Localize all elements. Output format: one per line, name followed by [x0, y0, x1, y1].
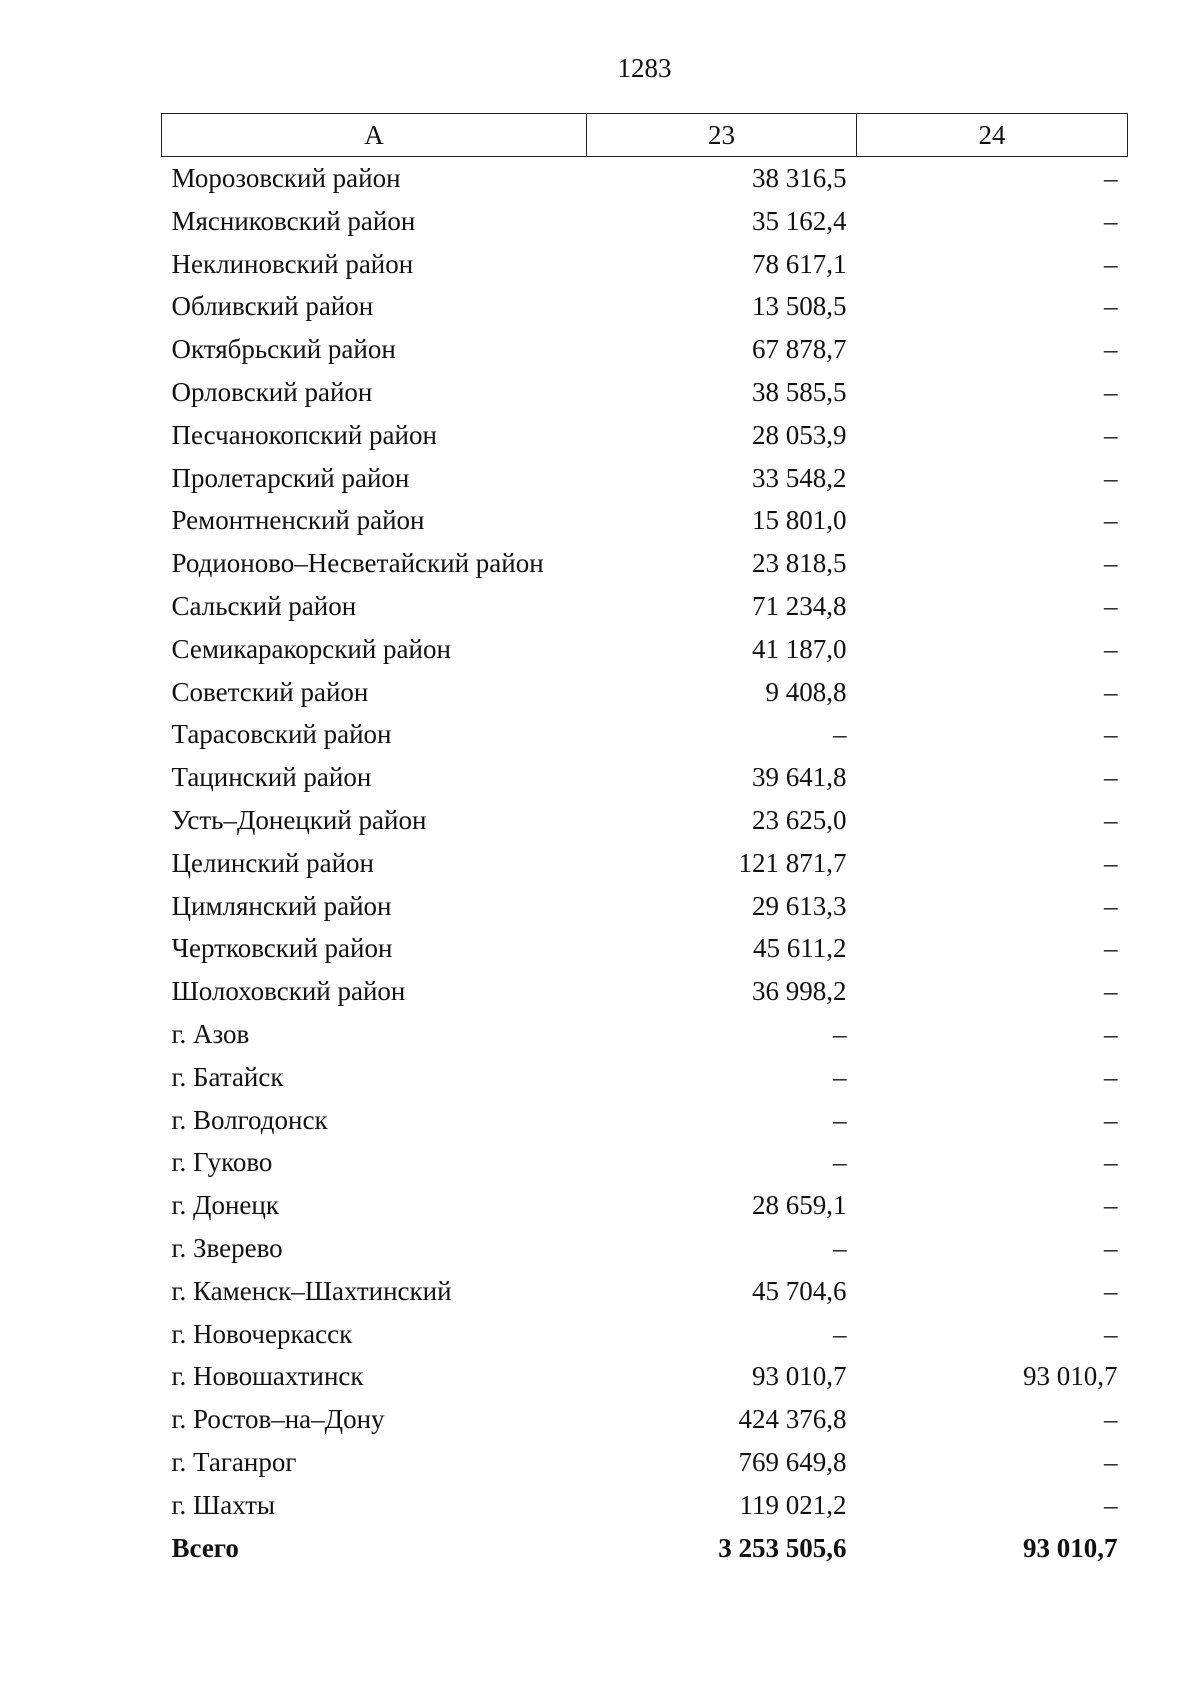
value-23-cell: 29 613,3 [752, 890, 847, 921]
value-23-cell: – [833, 1318, 847, 1349]
table-row [162, 1313, 1128, 1356]
region-name-cell: г. Ростов–на–Дону [171, 1404, 385, 1435]
value-23-cell: 121 871,7 [738, 847, 847, 878]
region-name-cell: Тарасовский район [171, 719, 392, 750]
value-23-cell: 13 508,5 [752, 291, 847, 322]
value-23-cell: 93 010,7 [752, 1361, 847, 1392]
table-row [162, 457, 1128, 500]
region-name-cell: г. Азов [171, 1018, 250, 1049]
table-row [162, 1013, 1128, 1056]
value-24-cell: – [1104, 1318, 1118, 1349]
value-23-cell: – [833, 1232, 847, 1263]
region-name-cell: г. Волгодонск [171, 1104, 328, 1135]
region-name-cell: Неклиновский район [171, 248, 414, 279]
region-name-cell: г. Новошахтинск [171, 1361, 364, 1392]
value-24-cell: – [1104, 248, 1118, 279]
table-row [162, 542, 1128, 585]
region-name-cell: г. Гуково [171, 1147, 273, 1178]
value-24-cell: – [1104, 1190, 1118, 1221]
table-row [162, 285, 1128, 328]
region-name-cell: Морозовский район [171, 163, 401, 193]
value-23-cell: 119 021,2 [739, 1489, 847, 1520]
value-24-cell: – [1104, 548, 1118, 579]
region-name-cell: г. Зверево [171, 1232, 283, 1263]
region-name-cell: Целинский район [171, 847, 374, 878]
value-23-cell: 78 617,1 [752, 248, 847, 279]
value-23-cell: 15 801,0 [752, 505, 847, 536]
table-row [162, 200, 1128, 243]
value-24-cell: 93 010,7 [1023, 1361, 1118, 1392]
table-row [162, 1227, 1128, 1270]
value-24-cell: – [1104, 933, 1118, 964]
value-24-cell: – [1104, 1061, 1118, 1092]
region-name-cell: г. Шахты [171, 1489, 276, 1520]
table-row [162, 157, 1128, 200]
region-name-cell: Орловский район [171, 376, 373, 407]
value-23-cell: 33 548,2 [752, 462, 847, 493]
value-24-cell: – [1104, 505, 1118, 536]
value-24-cell: – [1104, 847, 1118, 878]
region-name-cell: г. Каменск–Шахтинский [171, 1275, 452, 1306]
region-name-cell: Цимлянский район [171, 890, 392, 921]
table-row [162, 671, 1128, 714]
header-cell-23: 23 [587, 114, 857, 157]
region-name-cell: Семикаракорский район [171, 633, 451, 664]
value-23-cell: 9 408,8 [765, 676, 847, 707]
table-row [162, 371, 1128, 414]
region-name-cell: Песчанокопский район [171, 419, 437, 450]
data-table [161, 113, 1128, 1569]
value-23-cell: 45 611,2 [753, 933, 847, 964]
value-24-cell: – [1104, 291, 1118, 322]
value-23-cell: 28 053,9 [752, 419, 847, 450]
value-23-cell: 3 253 505,6 [718, 1532, 847, 1563]
region-name-cell: Усть–Донецкий район [171, 804, 427, 835]
region-name-cell: Чертковский район [171, 933, 393, 964]
value-24-cell: – [1104, 719, 1118, 750]
table-row [162, 1484, 1128, 1527]
value-24-cell: – [1104, 1489, 1118, 1520]
region-name-cell: Обливский район [171, 291, 374, 322]
value-24-cell: – [1104, 590, 1118, 621]
region-name-cell: Октябрьский район [171, 334, 396, 365]
region-name-cell: Мясниковский район [171, 205, 416, 236]
value-23-cell: 38 585,5 [752, 376, 847, 407]
value-23-cell: – [833, 719, 847, 750]
value-24-cell: – [1104, 890, 1118, 921]
table-row [162, 243, 1128, 286]
value-24-cell: – [1104, 163, 1118, 193]
value-23-cell: 424 376,8 [738, 1404, 847, 1435]
value-23-cell: 36 998,2 [752, 976, 847, 1007]
table-row [162, 499, 1128, 542]
value-23-cell: 23 625,0 [752, 804, 847, 835]
table-row [162, 1441, 1128, 1484]
region-name-cell: г. Новочеркасск [171, 1318, 353, 1349]
value-23-cell: 35 162,4 [752, 205, 847, 236]
value-23-cell: 71 234,8 [752, 590, 847, 621]
value-23-cell: 67 878,7 [752, 334, 847, 365]
table-row [162, 842, 1128, 885]
region-name-cell: г. Донецк [171, 1190, 279, 1221]
table-row [162, 885, 1128, 928]
table-row [162, 1099, 1128, 1142]
value-23-cell: 769 649,8 [738, 1446, 847, 1477]
region-name-cell: Советский район [171, 676, 369, 707]
table-row [162, 414, 1128, 457]
region-name-cell: Шолоховский район [171, 976, 406, 1007]
value-23-cell: 41 187,0 [752, 633, 847, 664]
table-row [162, 1184, 1128, 1227]
value-23-cell: 28 659,1 [752, 1190, 847, 1221]
region-name-cell: Всего [171, 1532, 239, 1563]
table-row [162, 1056, 1128, 1099]
table-row [162, 756, 1128, 799]
value-24-cell: – [1104, 462, 1118, 493]
value-23-cell: – [833, 1147, 847, 1178]
value-24-cell: – [1104, 633, 1118, 664]
value-24-cell: – [1104, 334, 1118, 365]
value-23-cell: 39 641,8 [752, 762, 847, 793]
table-header [162, 114, 1128, 157]
value-24-cell: – [1104, 419, 1118, 450]
table-row [162, 713, 1128, 756]
table-row [162, 328, 1128, 371]
value-24-cell: – [1104, 1104, 1118, 1135]
value-24-cell: – [1104, 1275, 1118, 1306]
value-24-cell: – [1104, 1232, 1118, 1263]
page-number: 1283 [617, 53, 672, 83]
table-row [162, 1398, 1128, 1441]
region-name-cell: Ремонтненский район [171, 505, 425, 536]
value-24-cell: – [1104, 804, 1118, 835]
region-name-cell: Пролетарский район [171, 462, 410, 493]
table-row [162, 927, 1128, 970]
value-24-cell: – [1104, 1147, 1118, 1178]
region-name-cell: г. Батайск [171, 1061, 284, 1092]
table-row [162, 585, 1128, 628]
region-name-cell: г. Таганрог [171, 1446, 297, 1477]
value-23-cell: – [833, 1061, 847, 1092]
value-24-cell: – [1104, 1446, 1118, 1477]
value-24-cell: – [1104, 1018, 1118, 1049]
region-name-cell: Сальский район [171, 590, 357, 621]
value-24-cell: – [1104, 676, 1118, 707]
table-body [162, 157, 1128, 1570]
table-row [162, 628, 1128, 671]
value-23-cell: 45 704,6 [752, 1275, 847, 1306]
value-24-cell: – [1104, 205, 1118, 236]
header-cell-a: А [162, 114, 587, 157]
value-23-cell: – [833, 1104, 847, 1135]
value-24-cell: – [1104, 976, 1118, 1007]
table-total-row [162, 1527, 1128, 1570]
value-24-cell: – [1104, 376, 1118, 407]
region-name-cell: Тацинский район [171, 762, 372, 793]
header-row [162, 114, 1128, 157]
table-row [162, 970, 1128, 1013]
value-23-cell: – [833, 1018, 847, 1049]
header-cell-24: 24 [857, 114, 1128, 157]
table-row [162, 1141, 1128, 1184]
table-row [162, 1270, 1128, 1313]
table-row [162, 1355, 1128, 1398]
value-23-cell: 23 818,5 [752, 548, 847, 579]
table-row [162, 799, 1128, 842]
value-24-cell: 93 010,7 [1023, 1532, 1118, 1563]
value-24-cell: – [1104, 762, 1118, 793]
region-name-cell: Родионово–Несветайский район [171, 548, 544, 579]
value-23-cell: 38 316,5 [752, 163, 847, 193]
value-24-cell: – [1104, 1404, 1118, 1435]
